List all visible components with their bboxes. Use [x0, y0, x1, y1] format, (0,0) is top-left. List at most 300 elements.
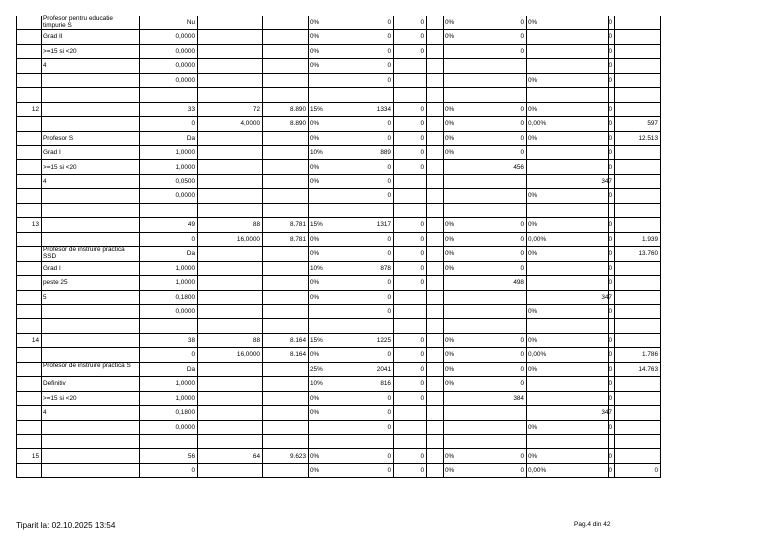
table-cell: 0 — [608, 19, 612, 26]
table-cell: 0 — [387, 423, 391, 431]
table-cell — [262, 30, 308, 43]
table-cell — [443, 161, 456, 174]
table-cell: 0 — [608, 163, 612, 171]
table-cell — [41, 319, 139, 332]
table-cell: 0% — [310, 250, 320, 258]
table-cell: 0,1800 — [175, 293, 195, 301]
table-cell — [556, 319, 614, 332]
table-cell — [197, 406, 262, 419]
table-cell: 49 — [187, 221, 195, 229]
salary-table — [16, 16, 660, 501]
table-cell: 0 — [608, 62, 612, 70]
table-cell: 0% — [528, 192, 538, 200]
table-cell: 0 — [420, 120, 424, 128]
table-cell — [456, 59, 526, 72]
table-cell: 0% — [310, 33, 320, 41]
table-cell — [308, 189, 341, 202]
table-cell — [526, 319, 556, 332]
table-cell: 14 — [31, 336, 39, 344]
table-cell — [262, 291, 308, 304]
table-row — [16, 103, 660, 117]
table-cell: 25% — [310, 365, 323, 373]
table-cell — [197, 291, 262, 304]
table-cell: 8.890 — [290, 120, 306, 128]
table-cell — [526, 45, 556, 58]
table-cell: Da — [186, 250, 195, 258]
table-cell: 0 — [420, 466, 424, 474]
table-cell: 0% — [445, 365, 455, 373]
table-cell — [262, 435, 308, 448]
table-cell: 0 — [520, 380, 524, 388]
table-cell: 16,0000 — [236, 235, 260, 243]
table-cell: 0 — [608, 120, 612, 128]
table-cell: 0% — [528, 336, 538, 344]
table-cell: 38 — [187, 336, 195, 344]
table-cell: Nu — [186, 19, 195, 26]
table-row — [16, 16, 660, 30]
table-cell: 0 — [387, 120, 391, 128]
table-cell: 0 — [420, 279, 424, 287]
table-cell: 1225 — [376, 336, 391, 344]
table-cell — [16, 464, 41, 477]
table-cell — [443, 291, 456, 304]
table-cell — [16, 392, 41, 405]
table-cell: 0 — [608, 452, 612, 460]
table-cell — [197, 276, 262, 289]
table-cell — [262, 305, 308, 318]
table-row — [16, 319, 660, 333]
table-cell: 0 — [420, 221, 424, 229]
grid-line — [526, 16, 527, 478]
table-cell — [308, 435, 341, 448]
table-cell — [456, 204, 526, 217]
table-cell — [614, 450, 660, 463]
table-cell: 15% — [310, 221, 323, 229]
table-cell — [614, 45, 660, 58]
table-cell — [341, 435, 393, 448]
table-cell — [526, 146, 556, 159]
table-cell: 0% — [310, 19, 320, 26]
table-cell: Profesor S — [43, 134, 74, 142]
table-cell — [443, 88, 456, 101]
table-cell — [614, 74, 660, 87]
table-cell — [41, 117, 139, 130]
table-row — [16, 161, 660, 175]
table-cell — [614, 103, 660, 116]
table-cell: 0 — [420, 452, 424, 460]
table-cell — [16, 189, 41, 202]
table-cell — [456, 189, 526, 202]
table-cell: 456 — [513, 163, 524, 171]
table-cell — [526, 276, 556, 289]
table-cell: 0% — [310, 452, 320, 460]
table-cell — [197, 175, 262, 188]
table-cell — [443, 175, 456, 188]
table-cell: 0 — [420, 33, 424, 41]
grid-line — [614, 16, 615, 478]
table-cell: 13 — [31, 221, 39, 229]
table-row — [16, 464, 660, 478]
table-cell — [308, 74, 341, 87]
table-row — [16, 233, 660, 247]
table-cell — [262, 406, 308, 419]
table-cell: 0 — [387, 293, 391, 301]
table-cell: Profesor de instruire practica S — [43, 361, 131, 369]
table-cell: Profesor de instruire practica SSD — [43, 246, 125, 260]
table-cell: 0 — [520, 47, 524, 55]
table-cell: 1317 — [376, 221, 391, 229]
table-cell — [456, 305, 526, 318]
table-cell: 0 — [520, 235, 524, 243]
table-cell: 0% — [445, 250, 455, 258]
table-cell — [456, 319, 526, 332]
table-cell: Da — [186, 365, 195, 373]
table-cell — [443, 276, 456, 289]
table-cell — [443, 189, 456, 202]
table-row — [16, 74, 660, 88]
table-cell — [139, 204, 197, 217]
table-cell — [262, 189, 308, 202]
table-cell: 384 — [513, 394, 524, 402]
grid-line — [660, 16, 661, 478]
table-cell: 0 — [520, 365, 524, 373]
table-cell: 0 — [420, 163, 424, 171]
table-cell: Definitiv — [43, 380, 66, 388]
table-cell — [614, 204, 660, 217]
table-cell — [197, 247, 262, 260]
table-cell: 597 — [647, 120, 658, 128]
table-cell — [41, 435, 139, 448]
table-cell: 13.760 — [638, 250, 658, 258]
table-cell: 15% — [310, 105, 323, 113]
table-cell — [526, 204, 556, 217]
table-cell: 0 — [420, 394, 424, 402]
table-cell: Grad I — [43, 149, 61, 157]
table-cell: 0 — [608, 76, 612, 84]
table-cell: 88 — [252, 336, 260, 344]
table-cell — [341, 319, 393, 332]
table-cell — [262, 161, 308, 174]
table-row — [16, 45, 660, 59]
table-cell: 0 — [387, 76, 391, 84]
table-cell: peste 25 — [43, 279, 68, 287]
table-cell: 816 — [380, 380, 391, 388]
table-cell: 0% — [445, 264, 455, 272]
table-cell: 8.890 — [290, 105, 306, 113]
table-cell — [262, 146, 308, 159]
table-cell — [262, 421, 308, 434]
table-row — [16, 204, 660, 218]
table-cell: 15% — [310, 336, 323, 344]
table-cell — [614, 88, 660, 101]
table-cell — [16, 247, 41, 260]
table-cell: 0 — [608, 134, 612, 142]
table-cell — [139, 319, 197, 332]
table-cell: 0% — [310, 466, 320, 474]
table-cell: 0 — [608, 279, 612, 287]
table-cell: 0,00% — [528, 120, 547, 128]
table-cell: 0% — [528, 365, 538, 373]
table-cell — [16, 30, 41, 43]
table-cell — [139, 88, 197, 101]
table-cell: 1,0000 — [175, 394, 195, 402]
table-cell — [526, 262, 556, 275]
table-cell: 0 — [387, 394, 391, 402]
table-cell — [262, 45, 308, 58]
table-row — [16, 406, 660, 420]
grid-line — [308, 16, 309, 478]
table-cell: 0% — [445, 235, 455, 243]
table-cell: >=15 si <20 — [43, 163, 77, 171]
table-cell: 0% — [528, 19, 538, 26]
table-cell — [16, 348, 41, 361]
table-cell: 0 — [520, 221, 524, 229]
table-cell: 64 — [252, 452, 260, 460]
table-cell: 0% — [445, 33, 455, 41]
table-cell — [262, 392, 308, 405]
table-row — [16, 305, 660, 319]
table-cell: Grad II — [43, 33, 63, 41]
table-cell: 4 — [43, 62, 47, 70]
table-cell: 0 — [520, 19, 524, 26]
table-cell: 0 — [387, 308, 391, 315]
table-cell: 0 — [420, 380, 424, 388]
table-cell: 0 — [608, 105, 612, 113]
table-cell — [16, 74, 41, 87]
table-cell — [16, 377, 41, 390]
table-cell: 5 — [43, 293, 47, 301]
table-cell — [443, 392, 456, 405]
table-cell: 0% — [445, 351, 455, 359]
table-cell: 889 — [380, 149, 391, 157]
table-cell — [262, 74, 308, 87]
table-cell — [614, 421, 660, 434]
grid-line — [262, 16, 263, 478]
table-cell — [308, 319, 341, 332]
table-cell: 0 — [420, 235, 424, 243]
table-cell — [262, 132, 308, 145]
table-cell — [197, 435, 262, 448]
table-row — [16, 59, 660, 73]
table-row — [16, 189, 660, 203]
table-cell — [393, 59, 426, 72]
table-cell: 498 — [513, 279, 524, 287]
table-cell: 0 — [520, 351, 524, 359]
table-cell — [197, 30, 262, 43]
table-cell — [556, 435, 614, 448]
table-cell — [262, 377, 308, 390]
table-cell — [41, 464, 139, 477]
table-row — [16, 392, 660, 406]
table-cell: 0 — [191, 120, 195, 128]
table-cell — [16, 291, 41, 304]
table-cell: 0 — [520, 264, 524, 272]
table-row — [16, 348, 660, 362]
table-cell — [16, 88, 41, 101]
table-cell — [41, 74, 139, 87]
table-cell — [614, 16, 660, 29]
table-cell — [197, 392, 262, 405]
table-cell: 0 — [420, 351, 424, 359]
table-cell — [614, 59, 660, 72]
table-cell — [393, 305, 426, 318]
grid-line — [608, 16, 609, 478]
table-cell: 0 — [608, 394, 612, 402]
table-cell: 0% — [445, 221, 455, 229]
table-cell — [16, 175, 41, 188]
table-cell — [393, 88, 426, 101]
table-cell — [393, 189, 426, 202]
table-cell: Grad I — [43, 264, 61, 272]
table-cell: 0% — [310, 235, 320, 243]
table-cell — [614, 189, 660, 202]
table-cell: 0% — [310, 279, 320, 287]
table-cell: 0 — [654, 466, 658, 474]
table-cell — [456, 88, 526, 101]
table-row — [16, 334, 660, 348]
table-cell — [526, 406, 556, 419]
table-cell — [526, 88, 556, 101]
table-cell: 0 — [608, 466, 612, 474]
table-cell: 0 — [520, 33, 524, 41]
table-cell: 0 — [420, 250, 424, 258]
table-cell — [16, 319, 41, 332]
table-cell: 0 — [608, 351, 612, 359]
table-cell — [197, 132, 262, 145]
table-cell: 10% — [310, 149, 323, 157]
print-timestamp: Tiparit la: 02.10.2025 13:54 — [16, 521, 116, 530]
table-cell: 10% — [310, 264, 323, 272]
table-cell: 347 — [601, 293, 612, 301]
table-cell: 0 — [387, 351, 391, 359]
table-cell: 347 — [601, 409, 612, 417]
grid-line — [426, 16, 427, 478]
table-cell — [526, 392, 556, 405]
table-cell: 0 — [520, 250, 524, 258]
table-cell: 0 — [387, 409, 391, 417]
table-cell: 0 — [608, 308, 612, 315]
table-cell: 1,0000 — [175, 149, 195, 157]
table-cell — [614, 334, 660, 347]
table-cell: 1334 — [376, 105, 391, 113]
table-cell — [393, 406, 426, 419]
table-cell — [614, 305, 660, 318]
table-cell — [393, 435, 426, 448]
table-cell: 0 — [387, 452, 391, 460]
table-cell — [262, 319, 308, 332]
table-cell — [614, 377, 660, 390]
table-row — [16, 30, 660, 44]
table-cell — [443, 204, 456, 217]
table-cell: 0 — [520, 134, 524, 142]
table-cell — [197, 363, 262, 376]
table-cell: 0,0000 — [175, 33, 195, 41]
table-cell — [443, 319, 456, 332]
table-cell — [614, 291, 660, 304]
table-cell: 0 — [420, 134, 424, 142]
table-cell: 0,0000 — [175, 308, 195, 315]
table-cell: 0 — [420, 264, 424, 272]
table-cell — [41, 103, 139, 116]
table-cell: 0 — [191, 466, 195, 474]
table-cell: 0 — [608, 192, 612, 200]
table-row — [16, 88, 660, 102]
table-cell — [197, 189, 262, 202]
table-cell: 0 — [387, 62, 391, 70]
table-cell: 0 — [387, 134, 391, 142]
table-cell — [443, 59, 456, 72]
table-cell: 0 — [387, 250, 391, 258]
table-cell: 0 — [520, 105, 524, 113]
table-cell: 0% — [310, 62, 320, 70]
table-cell — [443, 305, 456, 318]
table-cell — [443, 45, 456, 58]
table-cell: 1,0000 — [175, 163, 195, 171]
table-cell: 0% — [310, 177, 320, 185]
table-cell: 878 — [380, 264, 391, 272]
table-cell: 8.781 — [290, 235, 306, 243]
table-cell: 0 — [191, 351, 195, 359]
table-cell — [526, 161, 556, 174]
table-cell: 0 — [608, 336, 612, 344]
table-cell: 0% — [445, 452, 455, 460]
table-cell — [139, 435, 197, 448]
table-cell: 4,0000 — [240, 120, 260, 128]
table-cell — [341, 88, 393, 101]
table-cell: 0 — [608, 380, 612, 388]
grid-line — [443, 16, 444, 478]
table-cell — [443, 406, 456, 419]
grid-line — [16, 16, 17, 478]
table-cell — [456, 291, 526, 304]
table-cell: 33 — [187, 105, 195, 113]
table-cell — [526, 435, 556, 448]
table-cell: 0% — [310, 293, 320, 301]
table-cell: 14.763 — [638, 365, 658, 373]
table-cell: 0 — [387, 177, 391, 185]
table-row — [16, 435, 660, 449]
table-cell: 0% — [310, 163, 320, 171]
table-cell: 0 — [387, 47, 391, 55]
table-cell: 4 — [43, 409, 47, 417]
table-row — [16, 262, 660, 276]
table-cell — [197, 161, 262, 174]
table-cell: 0% — [310, 394, 320, 402]
table-cell: 0 — [387, 192, 391, 200]
table-cell: 0% — [310, 351, 320, 359]
table-cell — [16, 161, 41, 174]
table-cell: 1,0000 — [175, 380, 195, 388]
table-cell: 0% — [310, 134, 320, 142]
table-cell — [443, 421, 456, 434]
table-cell — [197, 88, 262, 101]
table-cell: 8.164 — [290, 336, 306, 344]
table-cell — [393, 74, 426, 87]
table-cell — [41, 233, 139, 246]
table-cell: 0 — [387, 279, 391, 287]
table-cell: 0,0000 — [175, 423, 195, 431]
table-cell: 0% — [445, 380, 455, 388]
table-cell: 0% — [528, 76, 538, 84]
table-cell — [16, 132, 41, 145]
table-cell: 0 — [420, 365, 424, 373]
table-cell: 0% — [528, 308, 538, 315]
table-cell: 2041 — [376, 365, 391, 373]
table-cell: 0,00% — [528, 351, 547, 359]
table-cell — [262, 88, 308, 101]
table-row — [16, 377, 660, 391]
table-cell: 0 — [420, 149, 424, 157]
